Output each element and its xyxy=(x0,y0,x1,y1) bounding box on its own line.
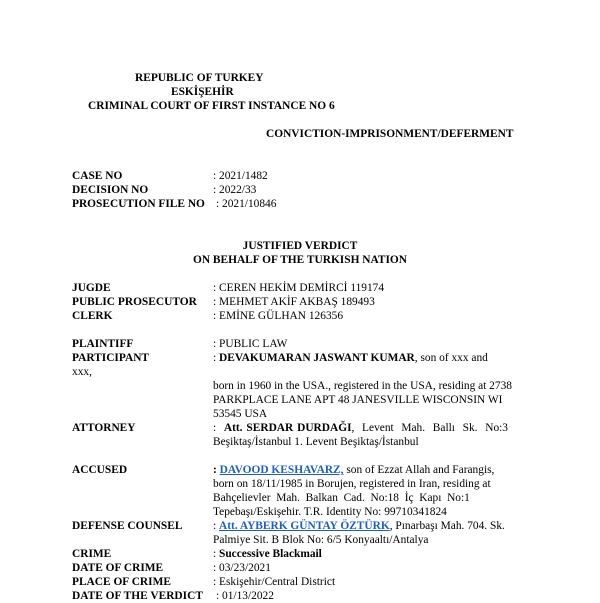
accused-parents: son of Ezzat Allah and Farangis, xyxy=(343,464,495,476)
participant-address-1: born in 1960 in the USA., registered in the USA, residing at 2738 xyxy=(213,380,512,392)
accused-line1 xyxy=(213,464,494,477)
participant-prefix: : xyxy=(213,352,220,364)
participant-parents: , son of xxx and xyxy=(414,352,488,364)
accused-prefix: : xyxy=(213,464,220,476)
crime-line xyxy=(213,548,322,561)
participant-address-2: PARKPLACE LANE APT 48 JANESVILLE WISCONSIN WI xyxy=(213,394,503,406)
attorney-label: ATTORNEY xyxy=(72,422,136,434)
verdict-date-value: : 01/13/2022 xyxy=(216,590,274,602)
accused-address: Bahçelievler Mah. Balkan Cad. No:18 İç Kapı No:1 xyxy=(213,492,470,504)
plaintiff-label: PLAINTIFF xyxy=(72,338,134,350)
header-republic: REPUBLIC OF TURKEY xyxy=(135,72,264,84)
judge-value: : CEREN HEKİM DEMİRCİ 119174 xyxy=(213,282,385,294)
header-city: ESKİŞEHİR xyxy=(171,86,234,98)
verdict-date-label: DATE OF THE VERDICT xyxy=(72,590,203,602)
accused-label: ACCUSED xyxy=(72,464,128,476)
plaintiff-value: : PUBLIC LAW xyxy=(213,338,288,350)
case-no-value: : 2021/1482 xyxy=(213,170,268,182)
attorney-address-2: Beşiktaş/İstanbul 1. Levent Beşiktaş/İstanbul xyxy=(213,436,419,448)
prosecutor-label: PUBLIC PROSECUTOR xyxy=(72,296,197,308)
clerk-label: CLERK xyxy=(72,310,113,322)
crime-value: Successive Blackmail xyxy=(219,548,322,560)
attorney-address-1: , Levent Mah. Ballı Sk. No:3 xyxy=(351,422,508,434)
judge-label: JUGDE xyxy=(72,282,111,294)
defense-name-link[interactable]: Att. AYBERK GÜNTAY ÖZTÜRK xyxy=(219,520,390,532)
attorney-prefix: : xyxy=(213,422,217,434)
crime-place-value: : Eskişehir/Central District xyxy=(213,576,336,588)
crime-date-label: DATE OF CRIME xyxy=(72,562,164,574)
decision-no-value: : 2022/33 xyxy=(213,184,257,196)
crime-label: CRIME xyxy=(72,548,112,560)
prosecutor-value: : MEHMET AKİF AKBAŞ 189493 xyxy=(213,296,375,308)
defense-prefix: : xyxy=(213,520,220,532)
clerk-value: : EMİNE GÜLHAN 126356 xyxy=(213,310,344,322)
attorney-att: Att. xyxy=(223,422,243,434)
participant-line1 xyxy=(213,352,488,365)
verdict-title: JUSTIFIED VERDICT xyxy=(242,240,358,252)
participant-label: PARTICIPANT xyxy=(72,352,150,364)
crime-prefix: : xyxy=(213,548,220,560)
verdict-subtitle: ON BEHALF OF THE TURKISH NATION xyxy=(192,254,408,266)
document-type: CONVICTION-IMPRISONMENT/DEFERMENT xyxy=(266,128,514,140)
attorney-line1 xyxy=(213,422,508,435)
decision-no-label: DECISION NO xyxy=(72,184,149,196)
accused-identity: Tepebaşı/Eskişehir. T.R. Identity No: 99710341824 xyxy=(213,506,447,518)
accused-birth: born on 18/11/1985 in Borujen, registered in Iran, residing at xyxy=(213,478,491,490)
case-no-label: CASE NO xyxy=(72,170,123,182)
crime-date-value: : 03/23/2021 xyxy=(213,562,271,574)
prosecution-file-value: : 2021/10846 xyxy=(216,198,277,210)
crime-place-label: PLACE OF CRIME xyxy=(72,576,171,588)
participant-name: DEVAKUMARAN JASWANT KUMAR xyxy=(219,352,415,364)
participant-address-3: 53545 USA xyxy=(213,408,268,420)
defense-line1 xyxy=(213,520,505,533)
defense-label: DEFENSE COUNSEL xyxy=(72,520,183,532)
attorney-name: SERDAR DURDAĞI xyxy=(246,422,352,434)
accused-name-link[interactable]: DAVOOD KESHAVARZ, xyxy=(219,464,344,476)
header-court: CRIMINAL COURT OF FIRST INSTANCE NO 6 xyxy=(88,100,335,112)
prosecution-file-label: PROSECUTION FILE NO xyxy=(72,198,205,210)
defense-address-1: , Pınarbaşı Mah. 704. Sk. xyxy=(389,520,505,532)
participant-continuation: xxx, xyxy=(72,366,92,378)
defense-address-2: Palmiye Sit. B Blok No: 6/5 Konyaaltı/Antalya xyxy=(213,534,429,546)
